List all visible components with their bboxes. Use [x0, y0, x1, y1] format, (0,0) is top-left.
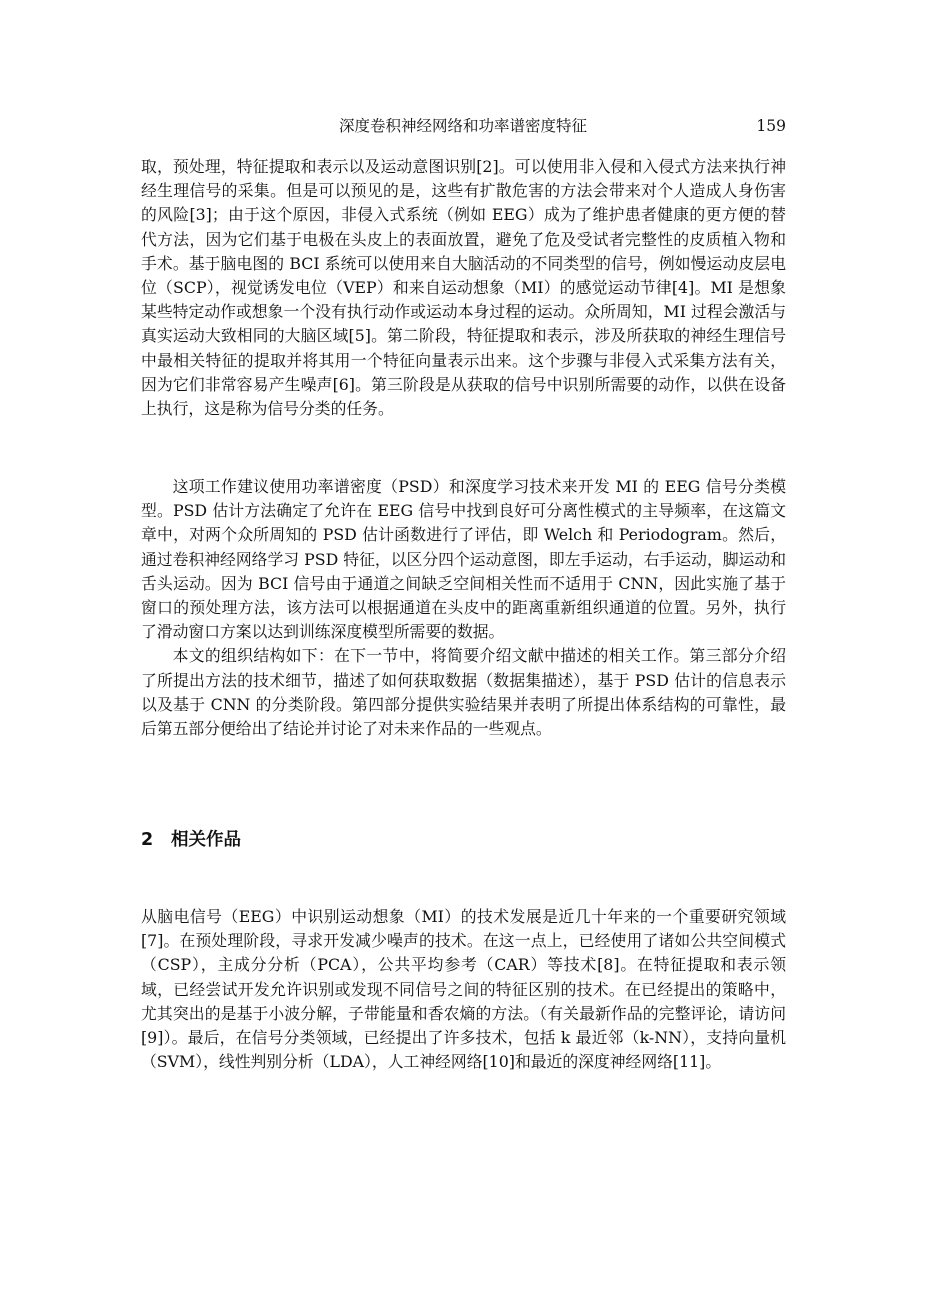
paragraph: 这项工作建议使用功率谱密度（PSD）和深度学习技术来开发 MI 的 EEG 信号分类模型。PSD 估计方法确定了允许在 EEG 信号中找到良好可分离性模式的主导频率，在这篇文章中，对两个众所周知的 PSD 估计函数进行了评估，即 Welch 和 Periodogram。然后，通过卷积神经网络学习 PSD 特征，以区分四个运动意图，即左手运动，右手运动，脚运动和舌头运动。因为 BCI 信号由于通道之间缺乏空间相关性而不适用于 CNN，因此实施了基于窗口的预处理方法，该方法可以根据通道在头皮中的距离重新组织通道的位置。另外，执行了滑动窗口方案以达到训练深度模型所需要的数据。	[141, 477, 786, 642]
section-number: 2	[141, 830, 154, 850]
page-number: 159	[756, 117, 786, 135]
paragraph: 本文的组织结构如下：在下一节中，将简要介绍文献中描述的相关工作。第三部分介绍了所提出方法的技术细节，描述了如何获取数据（数据集描述），基于 PSD 估计的信息表示以及基于 CNN 的分类阶段。第四部分提供实验结果并表明了所提出体系结构的可靠性，最后第五部分便给出了结论并讨论了对未来作品的一些观点。	[141, 646, 786, 739]
running-title: 深度卷积神经网络和功率谱密度特征	[338, 117, 587, 135]
section-body	[141, 905, 786, 1074]
section-title: 相关作品	[171, 830, 241, 850]
paragraph-block	[141, 475, 786, 741]
section-heading	[141, 826, 241, 851]
running-header	[140, 114, 786, 138]
paragraph-continuation	[141, 155, 786, 421]
paragraph: 从脑电信号（EEG）中识别运动想象（MI）的技术发展是近几十年来的一个重要研究领域[7]。在预处理阶段，寻求开发减少噪声的技术。在这一点上，已经使用了诸如公共空间模式（CSP），主成分分析（PCA），公共平均参考（CAR）等技术[8]。在特征提取和表示领域，已经尝试开发允许识别或发现不同信号之间的特征区别的技术。在已经提出的策略中，尤其突出的是基于小波分解，子带能量和香农熵的方法。（有关最新作品的完整评论，请访问[9]）。最后，在信号分类领域，已经提出了许多技术，包括 k 最近邻（k-NN），支持向量机（SVM），线性判别分析（LDA），人工神经网络[10]和最近的深度神经网络[11]。	[141, 907, 786, 1072]
paragraph: 取，预处理，特征提取和表示以及运动意图识别[2]。可以使用非入侵和入侵式方法来执行神经生理信号的采集。但是可以预见的是，这些有扩散危害的方法会带来对个人造成人身伤害的风险[3]；由于这个原因，非侵入式系统（例如 EEG）成为了维护患者健康的更方便的替代方法，因为它们基于电极在头皮上的表面放置，避免了危及受试者完整性的皮质植入物和手术。基于脑电图的 BCI 系统可以使用来自大脑活动的不同类型的信号，例如慢运动皮层电位（SCP），视觉诱发电位（VEP）和来自运动想象（MI）的感觉运动节律[4]。MI 是想象某些特定动作或想象一个没有执行动作或运动本身过程的运动。众所周知，MI 过程会激活与真实运动大致相同的大脑区域[5]。第二阶段，特征提取和表示，涉及所获取的神经生理信号中最相关特征的提取并将其用一个特征向量表示出来。这个步骤与非侵入式采集方法有关，因为它们非常容易产生噪声[6]。第三阶段是从获取的信号中识别所需要的动作，以供在设备上执行，这是称为信号分类的任务。	[141, 157, 786, 419]
